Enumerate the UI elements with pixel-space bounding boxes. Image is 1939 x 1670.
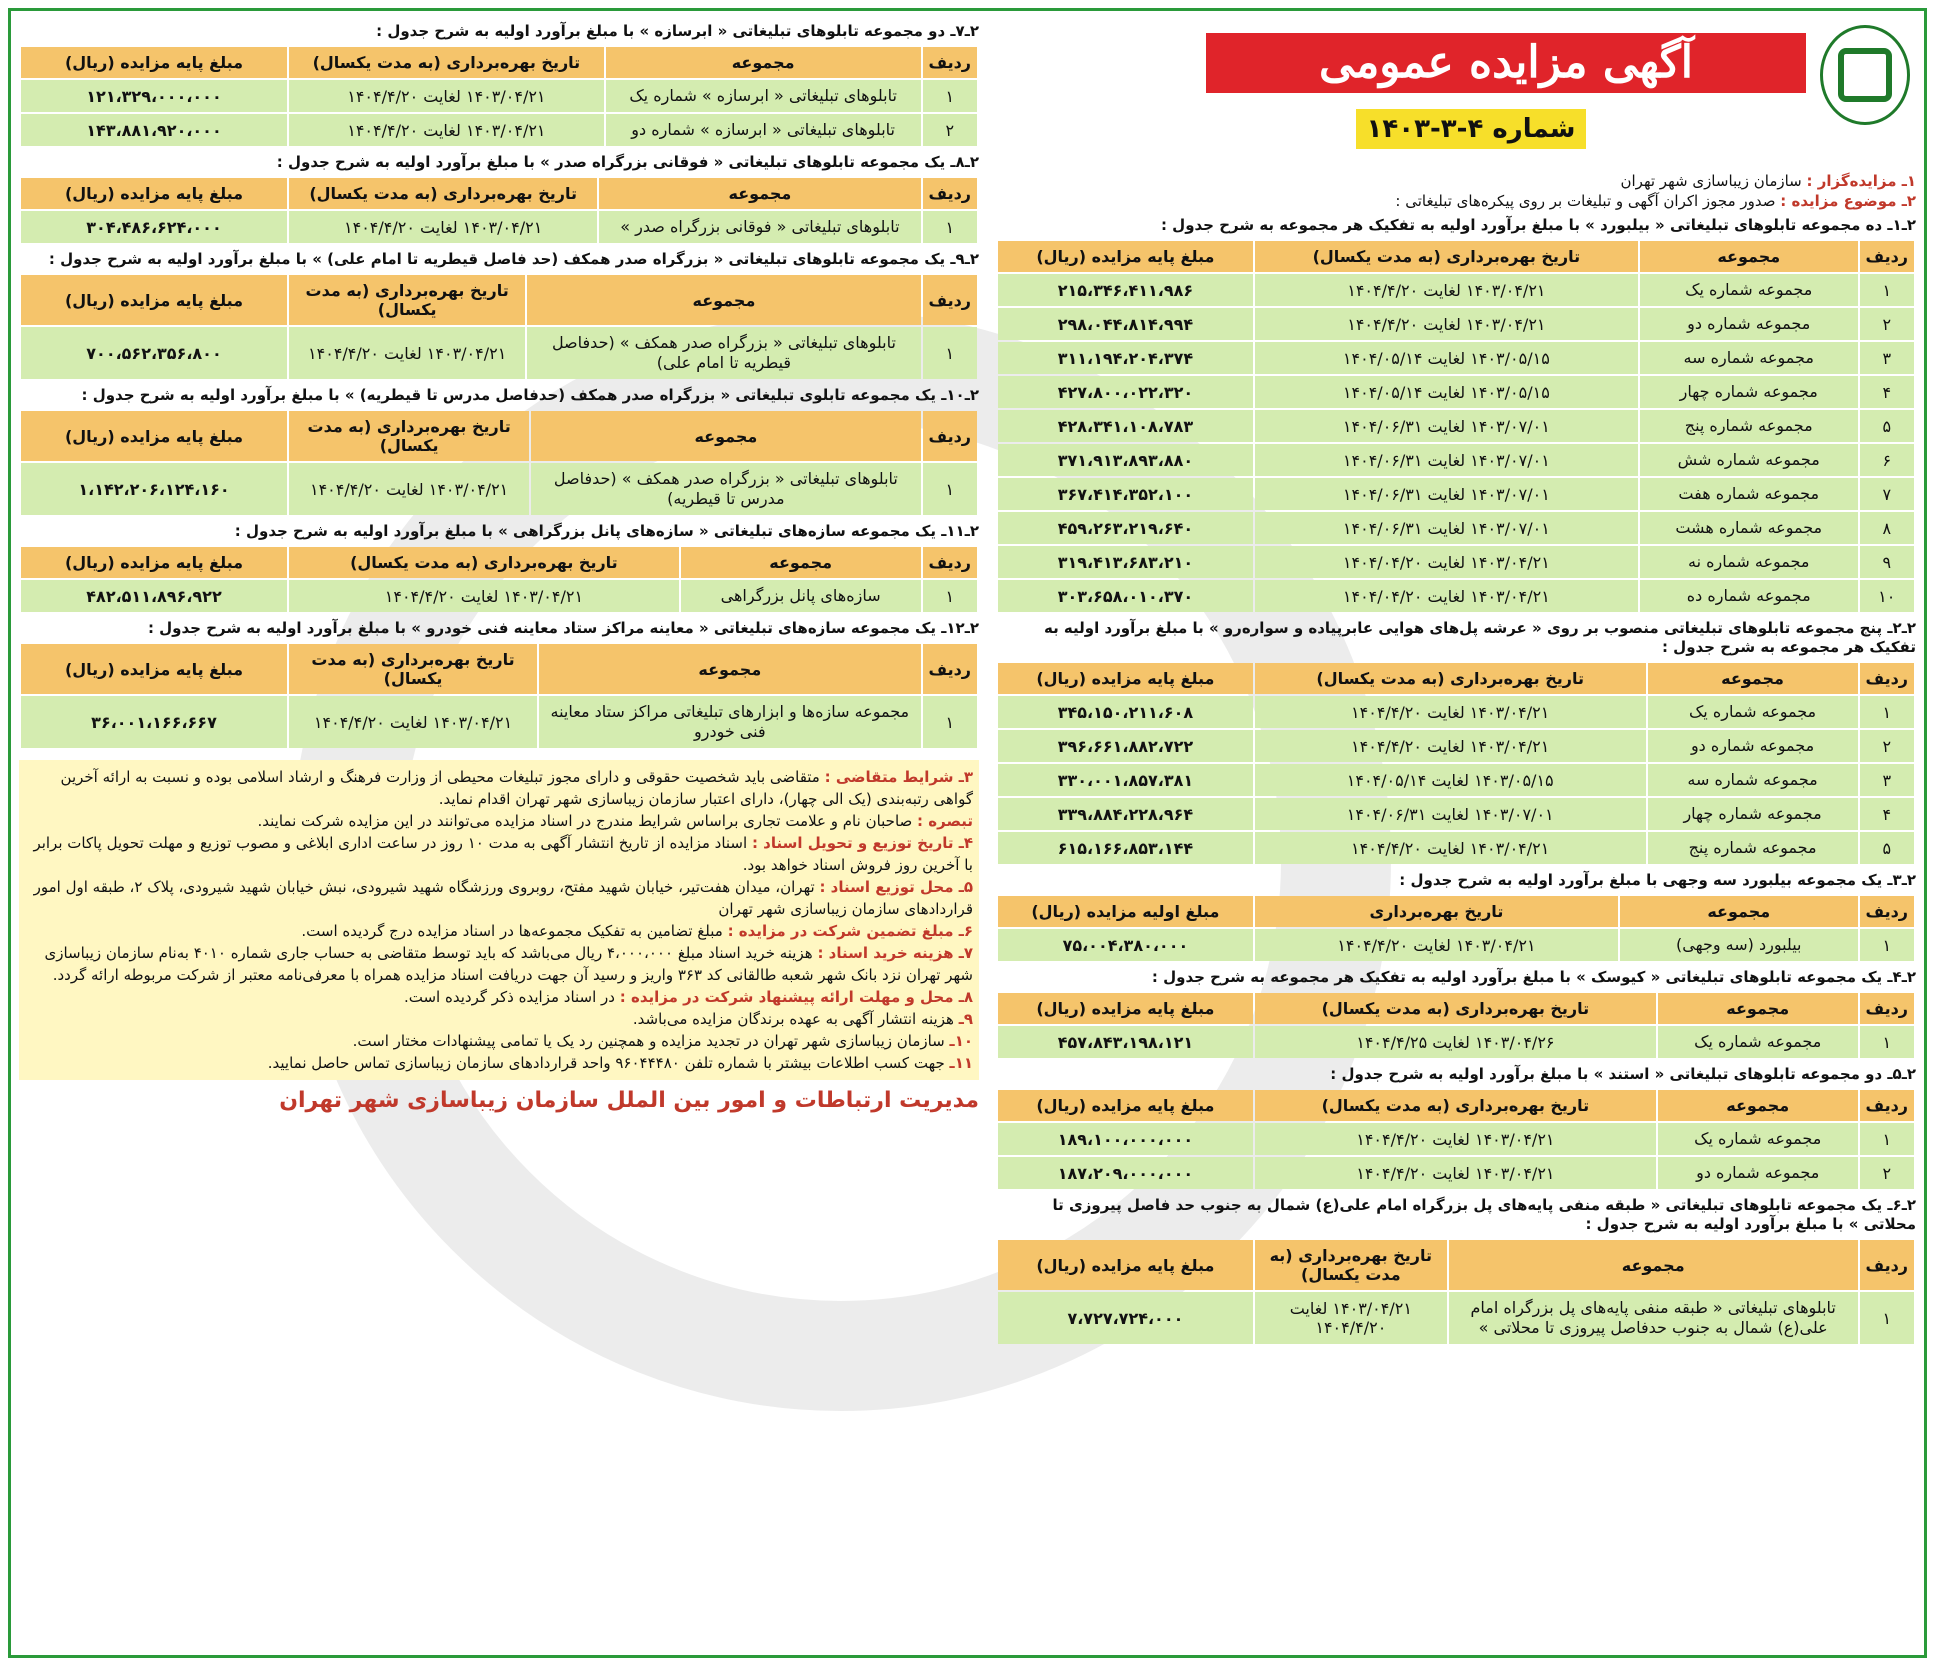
condition-item xyxy=(25,1030,973,1052)
column-header: مجموعه xyxy=(1449,1240,1858,1290)
section-title: ۲ـ۷ـ دو مجموعه تابلوهای تبلیغاتی « ابرسازه » با مبلغ برآورد اولیه به شرح جدول : xyxy=(376,22,979,40)
table-cell: ۲ xyxy=(1860,308,1914,340)
table-row xyxy=(998,730,1914,762)
auction-table xyxy=(19,45,979,148)
section-title: ۲ـ۴ـ یک مجموعه تابلوهای تبلیغاتی « کیوسک » با مبلغ برآورد اولیه به تفکیک هر مجموعه به شرح جدول : xyxy=(1151,968,1916,986)
column-header: مجموعه xyxy=(1658,993,1858,1024)
table-cell: ۷۵،۰۰۴،۳۸۰،۰۰۰ xyxy=(998,929,1253,961)
table-cell: ۳۰۳،۶۵۸،۰۱۰،۳۷۰ xyxy=(998,580,1253,612)
footer: مدیریت ارتباطات و امور بین الملل سازمان زیباسازی شهر تهران xyxy=(279,1088,979,1113)
table-cell: ۴۲۸،۳۴۱،۱۰۸،۷۸۳ xyxy=(998,410,1253,442)
condition-text: مبلغ تضامین به تفکیک مجموعه‌ها در اسناد مزایده درج گردیده است. xyxy=(301,922,723,940)
table-cell: مجموعه شماره شش xyxy=(1640,444,1858,476)
table-cell: ۲ xyxy=(923,114,977,146)
table-cell: ۱ xyxy=(923,463,977,515)
column-header: تاریخ بهره‌برداری (به مدت یکسال) xyxy=(289,411,529,461)
table-cell: ۱۰ xyxy=(1860,580,1914,612)
table-row xyxy=(998,696,1914,728)
column-header: مبلغ پایه مزایده (ریال) xyxy=(998,993,1253,1024)
table-cell: تابلوهای تبلیغاتی « ابرسازه » شماره یک xyxy=(606,80,921,112)
auction-table xyxy=(996,1238,1916,1346)
column-header: مبلغ پایه مزایده (ریال) xyxy=(998,663,1253,694)
column-header: مبلغ پایه مزایده (ریال) xyxy=(21,178,287,209)
column-header: مجموعه xyxy=(527,275,920,325)
column-header: مبلغ پایه مزایده (ریال) xyxy=(998,241,1253,272)
table-cell: ۱ xyxy=(923,580,977,612)
column-header: ردیف xyxy=(923,411,977,461)
condition-item xyxy=(25,1052,973,1074)
table-row xyxy=(998,478,1914,510)
table-cell: ۱۴۰۳/۰۴/۲۶ لغایت ۱۴۰۴/۴/۲۵ xyxy=(1255,1026,1656,1058)
column-header: تاریخ بهره‌برداری xyxy=(1255,896,1618,927)
table-cell: ۳۱۹،۴۱۳،۶۸۳،۲۱۰ xyxy=(998,546,1253,578)
table-cell: ۳۶،۰۰۱،۱۶۶،۶۶۷ xyxy=(21,696,287,748)
table-row xyxy=(998,410,1914,442)
table-cell: ۳۰۴،۴۸۶،۶۲۴،۰۰۰ xyxy=(21,211,287,243)
table-cell: ۱ xyxy=(923,696,977,748)
condition-label: ۳ـ شرایط متقاضی : xyxy=(824,768,973,786)
auction-table xyxy=(19,545,979,614)
table-row xyxy=(998,308,1914,340)
condition-label: ۹ـ xyxy=(958,1010,973,1028)
table-cell: ۱۴۰۳/۰۴/۲۱ لغایت ۱۴۰۴/۴/۲۰ xyxy=(289,327,525,379)
table-cell: ۴۲۷،۸۰۰،۰۲۲،۳۲۰ xyxy=(998,376,1253,408)
auction-table xyxy=(996,661,1916,866)
table-cell: ۳۱۱،۱۹۴،۲۰۴،۳۷۴ xyxy=(998,342,1253,374)
table-cell: ۷۰۰،۵۶۲،۳۵۶،۸۰۰ xyxy=(21,327,287,379)
table-cell: ۳۳۹،۸۸۴،۲۲۸،۹۶۴ xyxy=(998,798,1253,830)
table-cell: مجموعه شماره یک xyxy=(1640,274,1858,306)
header xyxy=(996,17,1916,169)
table-row xyxy=(998,1123,1914,1155)
auction-table xyxy=(19,176,979,245)
table-cell: ۲۱۵،۳۴۶،۴۱۱،۹۸۶ xyxy=(998,274,1253,306)
table-cell: ۱۴۰۳/۰۴/۲۱ لغایت ۱۴۰۴/۴/۲۰ xyxy=(289,114,604,146)
column-header: ردیف xyxy=(923,178,977,209)
condition-label: ۴ـ تاریخ توزیع و تحویل اسناد : xyxy=(751,834,973,852)
condition-text: هزینه انتشار آگهی به عهده برندگان مزایده می‌باشد. xyxy=(632,1010,954,1028)
table-header-row xyxy=(998,896,1914,927)
table-cell: ۱۴۰۳/۰۴/۲۱ لغایت ۱۴۰۴/۴/۲۰ xyxy=(1255,832,1646,864)
table-header-row xyxy=(21,275,977,325)
table-row xyxy=(998,274,1914,306)
column-header: ردیف xyxy=(923,547,977,578)
table-header-row xyxy=(998,663,1914,694)
sections-left xyxy=(19,22,979,750)
column-header: تاریخ بهره‌برداری (به مدت یکسال) xyxy=(1255,1090,1656,1121)
table-cell: ۴ xyxy=(1860,798,1914,830)
table-header-row xyxy=(21,411,977,461)
column-header: تاریخ بهره‌برداری (به مدت یکسال) xyxy=(289,178,597,209)
condition-item xyxy=(25,766,973,810)
table-cell: مجموعه شماره ده xyxy=(1640,580,1858,612)
table-cell: ۱۴۰۳/۰۵/۱۵ لغایت ۱۴۰۴/۰۵/۱۴ xyxy=(1255,376,1638,408)
table-header-row xyxy=(21,644,977,694)
column-header: مبلغ پایه مزایده (ریال) xyxy=(21,47,287,78)
column-header: مبلغ پایه مزایده (ریال) xyxy=(21,275,287,325)
table-cell: بیلبورد (سه وجهی) xyxy=(1620,929,1858,961)
column-header: مجموعه xyxy=(681,547,921,578)
table-cell: ۱۴۰۳/۰۷/۰۱ لغایت ۱۴۰۴/۰۶/۳۱ xyxy=(1255,410,1638,442)
table-row xyxy=(998,444,1914,476)
column-header: مبلغ پایه مزایده (ریال) xyxy=(998,1240,1253,1290)
column-header: ردیف xyxy=(1860,241,1914,272)
auctioneer: سازمان زیباسازی شهر تهران xyxy=(1620,172,1802,190)
condition-text: سازمان زیباسازی شهر تهران در تجدید مزایده و همچنین رد یک یا تمامی پیشنهادات مختار است. xyxy=(352,1032,945,1050)
condition-item xyxy=(25,942,973,986)
table-cell: مجموعه سازه‌ها و ابزارهای تبلیغاتی مراکز ستاد معاینه فنی خودرو xyxy=(539,696,920,748)
condition-label: ۷ـ هزینه خرید اسناد : xyxy=(817,944,973,962)
column-header: تاریخ بهره‌برداری (به مدت یکسال) xyxy=(289,547,679,578)
table-cell: ۱ xyxy=(1860,1026,1914,1058)
table-cell: ۱۴۰۳/۰۴/۲۱ لغایت ۱۴۰۴/۴/۲۰ xyxy=(1255,696,1646,728)
condition-item xyxy=(25,832,973,876)
condition-text: صاحبان نام و علامت تجاری براساس شرایط مندرج در اسناد مزایده می‌توانند در این مزایده شرکت نمایند. xyxy=(257,812,913,830)
condition-item xyxy=(25,920,973,942)
table-header-row xyxy=(21,178,977,209)
table-cell: ۳۷۱،۹۱۳،۸۹۳،۸۸۰ xyxy=(998,444,1253,476)
auctioneer-label: ۱ـ مزایده‌گزار : xyxy=(1806,172,1916,190)
table-header-row xyxy=(998,241,1914,272)
subject: صدور مجوز اکران آگهی و تبلیغات بر روی پیکره‌های تبلیغاتی : xyxy=(1395,192,1776,210)
column-header: تاریخ بهره‌برداری (به مدت یکسال) xyxy=(1255,241,1638,272)
table-row xyxy=(21,114,977,146)
table-cell: ۶۱۵،۱۶۶،۸۵۳،۱۴۴ xyxy=(998,832,1253,864)
table-row xyxy=(21,696,977,748)
table-cell: ۵ xyxy=(1860,832,1914,864)
section-title: ۲ـ۵ـ دو مجموعه تابلوهای تبلیغاتی « استند » با مبلغ برآورد اولیه به شرح جدول : xyxy=(1330,1065,1916,1083)
column-header: مبلغ پایه مزایده (ریال) xyxy=(21,644,287,694)
column-header: ردیف xyxy=(1860,993,1914,1024)
table-row xyxy=(998,580,1914,612)
column-header: ردیف xyxy=(923,275,977,325)
table-cell: ۱۴۰۳/۰۴/۲۱ لغایت ۱۴۰۴/۴/۲۰ xyxy=(1255,308,1638,340)
condition-item xyxy=(25,1008,973,1030)
column-header: تاریخ بهره‌برداری (به مدت یکسال) xyxy=(1255,993,1656,1024)
table-cell: ۴ xyxy=(1860,376,1914,408)
column-header: تاریخ بهره‌برداری (به مدت یکسال) xyxy=(289,644,537,694)
column-header: مبلغ اولیه مزایده (ریال) xyxy=(998,896,1253,927)
table-row xyxy=(998,512,1914,544)
table-cell: مجموعه شماره یک xyxy=(1648,696,1858,728)
condition-text: در اسناد مزایده ذکر گردیده است. xyxy=(403,988,615,1006)
auction-table xyxy=(996,894,1916,963)
table-header-row xyxy=(998,1090,1914,1121)
table-cell: ۱،۱۴۲،۲۰۶،۱۲۴،۱۶۰ xyxy=(21,463,287,515)
condition-text: اسناد مزایده از تاریخ انتشار آگهی به مدت ۱۰ روز در ساعت اداری ابلاغی و مصوب توزیع و مهلت تحویل پاکات برابر با آخرین روز فروش اسناد خواهد بود. xyxy=(33,834,973,874)
table-cell: ۱۴۰۳/۰۷/۰۱ لغایت ۱۴۰۴/۰۶/۳۱ xyxy=(1255,798,1646,830)
condition-text: متقاضی باید شخصیت حقوقی و دارای مجوز تبلیغات محیطی از وزارت فرهنگ و ارشاد اسلامی بوده و نسبت به ارائه آخرین گواهی رتبه‌بندی (یک الی چهار)، دارای اعتبار سازمان زیباسازی شهر تهران اقدام نماید. xyxy=(60,768,973,808)
advertisement-page xyxy=(8,8,1927,1658)
left-column xyxy=(19,17,979,1649)
table-header-row xyxy=(21,547,977,578)
condition-label: ۱۱ـ xyxy=(949,1054,973,1072)
table-cell: ۱۴۰۳/۰۴/۲۱ لغایت ۱۴۰۴/۴/۲۰ xyxy=(1255,1292,1447,1344)
table-row xyxy=(998,546,1914,578)
subject-label: ۲ـ موضوع مزایده : xyxy=(1780,192,1916,210)
table-cell: مجموعه شماره هفت xyxy=(1640,478,1858,510)
auction-table xyxy=(19,273,979,381)
table-cell: تابلوهای تبلیغاتی « ابرسازه » شماره دو xyxy=(606,114,921,146)
auction-table xyxy=(996,991,1916,1060)
table-cell: مجموعه شماره یک xyxy=(1658,1123,1858,1155)
condition-label: ۸ـ محل و مهلت ارائه پیشنهاد شرکت در مزایده : xyxy=(619,988,973,1006)
column-header: مجموعه xyxy=(531,411,920,461)
page-title: آگهی مزایده عمومی xyxy=(1206,33,1806,93)
intro xyxy=(996,171,1916,211)
table-cell: مجموعه شماره دو xyxy=(1640,308,1858,340)
table-cell: ۶ xyxy=(1860,444,1914,476)
table-cell: مجموعه شماره یک xyxy=(1658,1026,1858,1058)
table-cell: ۱۴۰۳/۰۴/۲۱ لغایت ۱۴۰۴/۴/۲۰ xyxy=(1255,1157,1656,1189)
table-row xyxy=(998,1026,1914,1058)
condition-item xyxy=(25,986,973,1008)
table-cell: ۱۴۰۳/۰۷/۰۱ لغایت ۱۴۰۴/۰۶/۳۱ xyxy=(1255,478,1638,510)
table-cell: ۱ xyxy=(1860,929,1914,961)
table-cell: ۹ xyxy=(1860,546,1914,578)
table-cell: مجموعه شماره دو xyxy=(1658,1157,1858,1189)
table-cell: ۲۹۸،۰۴۴،۸۱۴،۹۹۴ xyxy=(998,308,1253,340)
table-row xyxy=(21,463,977,515)
column-header: تاریخ بهره‌برداری (به مدت یکسال) xyxy=(1255,1240,1447,1290)
table-cell: ۲ xyxy=(1860,730,1914,762)
section-title: ۲ـ۱۰ـ یک مجموعه تابلوی تبلیغاتی « بزرگراه صدر همکف (حدفاصل مدرس تا قیطریه) » با مبلغ برآورد اولیه به شرح جدول : xyxy=(81,386,979,404)
table-cell: سازه‌های پانل بزرگراهی xyxy=(681,580,921,612)
table-row xyxy=(998,1292,1914,1344)
table-header-row xyxy=(998,1240,1914,1290)
column-header: مبلغ پایه مزایده (ریال) xyxy=(21,411,287,461)
table-cell: ۷،۷۲۷،۷۲۴،۰۰۰ xyxy=(998,1292,1253,1344)
table-cell: ۱۸۷،۲۰۹،۰۰۰،۰۰۰ xyxy=(998,1157,1253,1189)
table-cell: ۱ xyxy=(923,80,977,112)
table-cell: ۷ xyxy=(1860,478,1914,510)
table-cell: مجموعه شماره پنج xyxy=(1648,832,1858,864)
table-cell: ۱۴۰۳/۰۴/۲۱ لغایت ۱۴۰۴/۴/۲۰ xyxy=(289,211,597,243)
column-header: ردیف xyxy=(923,644,977,694)
condition-text: تهران، میدان هفت‌تیر، خیابان شهید مفتح، روبروی ورزشگاه شهید شیرودی، نبش خیابان شهید شیرودی، پلاک ۲، طبقه اول امور قراردادهای سازمان زیباسازی شهر تهران xyxy=(33,878,973,918)
right-column xyxy=(996,17,1916,1649)
table-cell: ۱۴۰۳/۰۷/۰۱ لغایت ۱۴۰۴/۰۶/۳۱ xyxy=(1255,444,1638,476)
condition-label: ۱۰ـ xyxy=(949,1032,973,1050)
table-cell: ۱ xyxy=(1860,696,1914,728)
auction-table xyxy=(19,409,979,517)
table-row xyxy=(21,80,977,112)
table-row xyxy=(998,798,1914,830)
condition-text: هزینه خرید اسناد مبلغ ۴،۰۰۰،۰۰۰ ریال می‌باشد که باید توسط متقاضی به حساب جاری شماره ۴۰۱۰ به‌نام سازمان زیباسازی شهر تهران نزد بانک شهر شعبه طالقانی کد ۳۶۳ واریز و رسید آن جهت دریافت اسناد مزایده همراه با معرفی‌نامه معتبر از شرکت مربوطه ارائه گردد. xyxy=(44,944,973,984)
table-cell: ۱۴۰۳/۰۴/۲۱ لغایت ۱۴۰۴/۴/۲۰ xyxy=(1255,730,1646,762)
column-header: مبلغ پایه مزایده (ریال) xyxy=(998,1090,1253,1121)
tehran-municipality-logo-icon xyxy=(1820,25,1910,125)
table-header-row xyxy=(21,47,977,78)
column-header: مجموعه xyxy=(539,644,920,694)
table-cell: ۱۴۰۳/۰۴/۲۱ لغایت ۱۴۰۴/۰۴/۲۰ xyxy=(1255,546,1638,578)
table-cell: ۱۴۰۳/۰۴/۲۱ لغایت ۱۴۰۴/۴/۲۰ xyxy=(1255,274,1638,306)
column-header: مجموعه xyxy=(1640,241,1858,272)
column-header: مجموعه xyxy=(1648,663,1858,694)
condition-text: جهت کسب اطلاعات بیشتر با شماره تلفن ۹۶۰۴۴۴۸۰ واحد قراردادهای سازمان زیباسازی تماس حاصل نمایید. xyxy=(267,1054,945,1072)
column-header: مجموعه xyxy=(599,178,920,209)
table-cell: مجموعه شماره سه xyxy=(1640,342,1858,374)
table-cell: ۵ xyxy=(1860,410,1914,442)
table-row xyxy=(998,764,1914,796)
table-row xyxy=(998,1157,1914,1189)
column-header: ردیف xyxy=(923,47,977,78)
table-cell: ۱۸۹،۱۰۰،۰۰۰،۰۰۰ xyxy=(998,1123,1253,1155)
column-header: مجموعه xyxy=(1620,896,1858,927)
table-cell: ۲ xyxy=(1860,1157,1914,1189)
table-cell: ۱۴۰۳/۰۴/۲۱ لغایت ۱۴۰۴/۴/۲۰ xyxy=(1255,929,1618,961)
table-cell: مجموعه شماره پنج xyxy=(1640,410,1858,442)
column-header: ردیف xyxy=(1860,663,1914,694)
table-cell: ۱ xyxy=(923,327,977,379)
column-header: ردیف xyxy=(1860,1240,1914,1290)
table-cell: ۱۴۰۳/۰۴/۲۱ لغایت ۱۴۰۴/۴/۲۰ xyxy=(289,463,529,515)
table-cell: ۱۴۳،۸۸۱،۹۲۰،۰۰۰ xyxy=(21,114,287,146)
table-cell: ۳۹۶،۶۶۱،۸۸۲،۷۲۲ xyxy=(998,730,1253,762)
table-cell: ۱۴۰۳/۰۵/۱۵ لغایت ۱۴۰۴/۰۵/۱۴ xyxy=(1255,342,1638,374)
table-cell: ۸ xyxy=(1860,512,1914,544)
table-cell: مجموعه شماره سه xyxy=(1648,764,1858,796)
section-title: ۲ـ۹ـ یک مجموعه تابلوهای تبلیغاتی « بزرگراه صدر همکف (حد فاصل قیطریه تا امام علی) » با مبلغ برآورد اولیه به شرح جدول : xyxy=(48,250,979,268)
table-cell: ۱ xyxy=(1860,274,1914,306)
table-cell: ۱۲۱،۳۲۹،۰۰۰،۰۰۰ xyxy=(21,80,287,112)
table-cell: مجموعه شماره نه xyxy=(1640,546,1858,578)
table-row xyxy=(998,832,1914,864)
column-header: تاریخ بهره‌برداری (به مدت یکسال) xyxy=(289,275,525,325)
table-cell: مجموعه شماره دو xyxy=(1648,730,1858,762)
table-row xyxy=(21,211,977,243)
section-title: ۲ـ۶ـ یک مجموعه تابلوهای تبلیغاتی « طبقه منفی پایه‌های پل بزرگراه امام علی(ع) شمال به جنوب حد فاصل پیروزی تا محلاتی » با مبلغ برآورد اولیه به شرح جدول : xyxy=(1052,1196,1916,1233)
table-row xyxy=(998,929,1914,961)
table-cell: ۱ xyxy=(1860,1292,1914,1344)
condition-label: ۵ـ محل توزیع اسناد : xyxy=(819,878,973,896)
section-title: ۲ـ۱ـ ده مجموعه تابلوهای تبلیغاتی « بیلبورد » با مبلغ برآورد اولیه به تفکیک هر مجموعه به شرح جدول : xyxy=(1160,216,1916,234)
table-cell: تابلوهای تبلیغاتی « بزرگراه صدر همکف » (حدفاصل مدرس تا قیطریه) xyxy=(531,463,920,515)
table-cell: تابلوهای تبلیغاتی « بزرگراه صدر همکف » (حدفاصل قیطریه تا امام علی) xyxy=(527,327,920,379)
column-header: تاریخ بهره‌برداری (به مدت یکسال) xyxy=(1255,663,1646,694)
table-cell: ۳ xyxy=(1860,764,1914,796)
table-cell: ۱۴۰۳/۰۴/۲۱ لغایت ۱۴۰۴/۴/۲۰ xyxy=(1255,1123,1656,1155)
column-header: مجموعه xyxy=(606,47,921,78)
condition-item xyxy=(25,810,973,832)
condition-label: تبصره : xyxy=(917,812,973,830)
auction-table xyxy=(19,642,979,750)
announcement-number: شماره ۴-۳-۱۴۰۳ xyxy=(1356,109,1586,149)
table-cell: مجموعه شماره چهار xyxy=(1640,376,1858,408)
table-row xyxy=(21,327,977,379)
table-row xyxy=(21,580,977,612)
table-cell: ۴۵۷،۸۴۳،۱۹۸،۱۲۱ xyxy=(998,1026,1253,1058)
condition-label: ۶ـ مبلغ تضمین شرکت در مزایده : xyxy=(727,922,973,940)
section-title: ۲ـ۳ـ یک مجموعه بیلبورد سه وجهی با مبلغ برآورد اولیه به شرح جدول : xyxy=(1399,871,1916,889)
table-cell: ۱۴۰۳/۰۷/۰۱ لغایت ۱۴۰۴/۰۶/۳۱ xyxy=(1255,512,1638,544)
table-cell: ۴۵۹،۲۶۳،۲۱۹،۶۴۰ xyxy=(998,512,1253,544)
section-title: ۲ـ۸ـ یک مجموعه تابلوهای تبلیغاتی « فوقانی بزرگراه صدر » با مبلغ برآورد اولیه به شرح جدول : xyxy=(276,153,979,171)
table-cell: ۱ xyxy=(1860,1123,1914,1155)
column-header: ردیف xyxy=(1860,896,1914,927)
table-cell: ۳۳۰،۰۰۱،۸۵۷،۳۸۱ xyxy=(998,764,1253,796)
section-title: ۲ـ۱۲ـ یک مجموعه سازه‌های تبلیغاتی « معاینه مراکز ستاد معاینه فنی خودرو » با مبلغ برآورد اولیه به شرح جدول : xyxy=(147,619,979,637)
table-cell: تابلوهای تبلیغاتی « طبقه منفی پایه‌های پل بزرگراه امام علی(ع) شمال به جنوب حدفاصل پیروزی تا محلاتی » xyxy=(1449,1292,1858,1344)
table-cell: مجموعه شماره هشت xyxy=(1640,512,1858,544)
column-header: مبلغ پایه مزایده (ریال) xyxy=(21,547,287,578)
table-row xyxy=(998,342,1914,374)
table-cell: ۳ xyxy=(1860,342,1914,374)
table-cell: ۱۴۰۳/۰۴/۲۱ لغایت ۱۴۰۴/۴/۲۰ xyxy=(289,80,604,112)
section-title: ۲ـ۲ـ پنج مجموعه تابلوهای تبلیغاتی منصوب بر روی « عرشه پل‌های هوایی عابرپیاده و سواره‌رو » با مبلغ برآورد اولیه به تفکیک هر مجموعه به شرح جدول : xyxy=(1043,619,1916,656)
section-title: ۲ـ۱۱ـ یک مجموعه سازه‌های تبلیغاتی « سازه‌های پانل بزرگراهی » با مبلغ برآورد اولیه به شرح جدول : xyxy=(234,522,979,540)
auction-table xyxy=(996,239,1916,614)
column-header: تاریخ بهره‌برداری (به مدت یکسال) xyxy=(289,47,604,78)
table-cell: ۱۴۰۳/۰۵/۱۵ لغایت ۱۴۰۴/۰۵/۱۴ xyxy=(1255,764,1646,796)
condition-item xyxy=(25,876,973,920)
table-cell: مجموعه شماره چهار xyxy=(1648,798,1858,830)
conditions xyxy=(19,760,979,1080)
table-cell: ۱ xyxy=(923,211,977,243)
table-cell: ۱۴۰۳/۰۴/۲۱ لغایت ۱۴۰۴/۰۴/۲۰ xyxy=(1255,580,1638,612)
table-cell: تابلوهای تبلیغاتی « فوقانی بزرگراه صدر » xyxy=(599,211,920,243)
table-cell: ۱۴۰۳/۰۴/۲۱ لغایت ۱۴۰۴/۴/۲۰ xyxy=(289,696,537,748)
table-row xyxy=(998,376,1914,408)
table-cell: ۱۴۰۳/۰۴/۲۱ لغایت ۱۴۰۴/۴/۲۰ xyxy=(289,580,679,612)
table-cell: ۳۶۷،۴۱۴،۳۵۲،۱۰۰ xyxy=(998,478,1253,510)
table-cell: ۴۸۲،۵۱۱،۸۹۶،۹۲۲ xyxy=(21,580,287,612)
sections-right xyxy=(996,216,1916,1346)
column-header: ردیف xyxy=(1860,1090,1914,1121)
auction-table xyxy=(996,1088,1916,1191)
column-header: مجموعه xyxy=(1658,1090,1858,1121)
table-cell: ۳۴۵،۱۵۰،۲۱۱،۶۰۸ xyxy=(998,696,1253,728)
table-header-row xyxy=(998,993,1914,1024)
